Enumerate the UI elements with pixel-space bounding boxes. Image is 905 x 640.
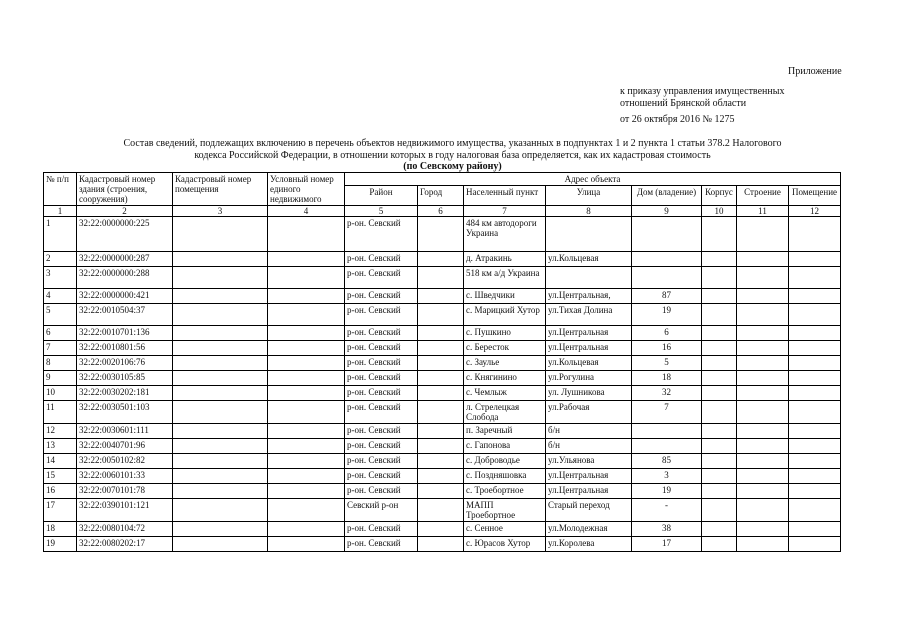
cadastral-number: 32:22:0030202:181: [77, 386, 173, 401]
locality-cell: с. Чемлыж: [464, 386, 546, 401]
cadastral-number: 32:22:0030601:111: [77, 424, 173, 439]
district-cell: р-он. Севский: [345, 252, 418, 267]
street-cell: ул.Кольцевая: [546, 356, 632, 371]
city-cell: [418, 289, 464, 304]
conditional-number-cell: [268, 289, 345, 304]
cadastral-number: 32:22:0050102:82: [77, 454, 173, 469]
cadastral-number: 32:22:0080202:17: [77, 537, 173, 552]
district-cell: р-он. Севский: [345, 386, 418, 401]
conditional-number-cell: [268, 469, 345, 484]
premises-cell: [789, 522, 841, 537]
cadastral-room-cell: [173, 341, 268, 356]
conditional-number-cell: [268, 522, 345, 537]
cadastral-room-cell: [173, 454, 268, 469]
city-cell: [418, 304, 464, 326]
cadastral-number: 32:22:0060101:33: [77, 469, 173, 484]
block-cell: [702, 371, 737, 386]
house-cell: 19: [632, 484, 702, 499]
cadastral-room-cell: [173, 356, 268, 371]
block-cell: [702, 341, 737, 356]
street-cell: ул.Королева: [546, 537, 632, 552]
table-row: [44, 537, 841, 552]
column-number: 12: [789, 206, 841, 217]
district-cell: р-он. Севский: [345, 326, 418, 341]
table-row: [44, 401, 841, 424]
table-row: [44, 469, 841, 484]
row-number: 7: [44, 341, 77, 356]
locality-cell: с. Заулье: [464, 356, 546, 371]
locality-cell: с. Сенное: [464, 522, 546, 537]
conditional-number-cell: [268, 499, 345, 522]
city-cell: [418, 386, 464, 401]
block-cell: [702, 469, 737, 484]
cadastral-number: 32:22:0010504:37: [77, 304, 173, 326]
structure-cell: [737, 454, 789, 469]
conditional-number-cell: [268, 267, 345, 289]
row-number: 10: [44, 386, 77, 401]
order-line-1: к приказу управления имущественных: [620, 86, 785, 97]
city-cell: [418, 267, 464, 289]
locality-cell: с. Гапонова: [464, 439, 546, 454]
house-cell: [632, 439, 702, 454]
table-row: [44, 424, 841, 439]
street-cell: [546, 267, 632, 289]
cadastral-room-cell: [173, 371, 268, 386]
structure-cell: [737, 401, 789, 424]
district-cell: р-он. Севский: [345, 304, 418, 326]
district-cell: р-он. Севский: [345, 424, 418, 439]
row-number: 18: [44, 522, 77, 537]
table-row: [44, 217, 841, 252]
row-number: 2: [44, 252, 77, 267]
conditional-number-cell: [268, 217, 345, 252]
cadastral-room-cell: [173, 304, 268, 326]
street-cell: ул.Ульянова: [546, 454, 632, 469]
cadastral-room-cell: [173, 499, 268, 522]
row-number: 9: [44, 371, 77, 386]
cadastral-room-cell: [173, 484, 268, 499]
column-number: 4: [268, 206, 345, 217]
street-cell: ул.Тихая Долина: [546, 304, 632, 326]
row-number: 1: [44, 217, 77, 252]
conditional-number-cell: [268, 424, 345, 439]
house-cell: 7: [632, 401, 702, 424]
house-cell: -: [632, 499, 702, 522]
conditional-number-cell: [268, 371, 345, 386]
locality-cell: с. Юрасов Хутор: [464, 537, 546, 552]
block-cell: [702, 252, 737, 267]
row-number: 6: [44, 326, 77, 341]
structure-cell: [737, 356, 789, 371]
structure-cell: [737, 267, 789, 289]
street-cell: ул. Лушникова: [546, 386, 632, 401]
district-cell: р-он. Севский: [345, 537, 418, 552]
column-number: 5: [345, 206, 418, 217]
cadastral-number: 32:22:0000000:225: [77, 217, 173, 252]
column-number: 2: [77, 206, 173, 217]
cadastral-number: 32:22:0070101:78: [77, 484, 173, 499]
cadastral-room-cell: [173, 424, 268, 439]
premises-cell: [789, 484, 841, 499]
street-cell: б/н: [546, 424, 632, 439]
cadastral-room-cell: [173, 386, 268, 401]
header-block: Корпус: [702, 186, 737, 206]
document-subtitle: (по Севскому району): [403, 161, 502, 172]
city-cell: [418, 341, 464, 356]
cadastral-room-cell: [173, 289, 268, 304]
header-structure: Строение: [737, 186, 789, 206]
house-cell: 16: [632, 341, 702, 356]
column-number: 8: [546, 206, 632, 217]
premises-cell: [789, 267, 841, 289]
conditional-number-cell: [268, 304, 345, 326]
cadastral-number: 32:22:0000000:287: [77, 252, 173, 267]
locality-cell: п. Заречный: [464, 424, 546, 439]
premises-cell: [789, 401, 841, 424]
city-cell: [418, 356, 464, 371]
cadastral-number: 32:22:0010801:56: [77, 341, 173, 356]
structure-cell: [737, 469, 789, 484]
table-row: [44, 267, 841, 289]
city-cell: [418, 537, 464, 552]
premises-cell: [789, 304, 841, 326]
district-cell: р-он. Севский: [345, 439, 418, 454]
cadastral-room-cell: [173, 217, 268, 252]
city-cell: [418, 252, 464, 267]
header-house: Дом (владение): [632, 186, 702, 206]
district-cell: р-он. Севский: [345, 401, 418, 424]
column-number: 10: [702, 206, 737, 217]
block-cell: [702, 537, 737, 552]
premises-cell: [789, 386, 841, 401]
block-cell: [702, 522, 737, 537]
column-number: 9: [632, 206, 702, 217]
premises-cell: [789, 371, 841, 386]
house-cell: 17: [632, 537, 702, 552]
city-cell: [418, 499, 464, 522]
table-row: [44, 386, 841, 401]
header-conditional-number: Условный номер единого недвижимого: [268, 173, 345, 206]
cadastral-room-cell: [173, 252, 268, 267]
table-row: [44, 356, 841, 371]
street-cell: ул.Центральная,: [546, 289, 632, 304]
cadastral-number: 32:22:0010701:136: [77, 326, 173, 341]
structure-cell: [737, 522, 789, 537]
premises-cell: [789, 252, 841, 267]
house-cell: 6: [632, 326, 702, 341]
table-row: [44, 522, 841, 537]
structure-cell: [737, 217, 789, 252]
city-cell: [418, 454, 464, 469]
city-cell: [418, 326, 464, 341]
block-cell: [702, 499, 737, 522]
house-cell: 19: [632, 304, 702, 326]
block-cell: [702, 439, 737, 454]
structure-cell: [737, 424, 789, 439]
block-cell: [702, 289, 737, 304]
document-title-line-2: кодекса Российской Федерации, в отношении которых в году налоговая база определяется, как их кадастровая стоимость: [194, 150, 711, 161]
table-row: [44, 499, 841, 522]
cadastral-room-cell: [173, 469, 268, 484]
city-cell: [418, 371, 464, 386]
table-row: [44, 252, 841, 267]
city-cell: [418, 217, 464, 252]
table-row: [44, 454, 841, 469]
locality-cell: д. Атракинь: [464, 252, 546, 267]
conditional-number-cell: [268, 326, 345, 341]
cadastral-room-cell: [173, 326, 268, 341]
column-number: 1: [44, 206, 77, 217]
premises-cell: [789, 537, 841, 552]
house-cell: 38: [632, 522, 702, 537]
locality-cell: с. Марицкий Хутор: [464, 304, 546, 326]
locality-cell: с. Шведчики: [464, 289, 546, 304]
street-cell: ул.Кольцевая: [546, 252, 632, 267]
header-premises: Помещение: [789, 186, 841, 206]
table-row: [44, 439, 841, 454]
row-number: 19: [44, 537, 77, 552]
conditional-number-cell: [268, 454, 345, 469]
block-cell: [702, 356, 737, 371]
district-cell: р-он. Севский: [345, 484, 418, 499]
structure-cell: [737, 439, 789, 454]
street-cell: Старый переход: [546, 499, 632, 522]
house-cell: [632, 267, 702, 289]
order-date: от 26 октября 2016 № 1275: [620, 114, 735, 125]
district-cell: р-он. Севский: [345, 469, 418, 484]
block-cell: [702, 326, 737, 341]
column-number: 6: [418, 206, 464, 217]
house-cell: 87: [632, 289, 702, 304]
cadastral-room-cell: [173, 267, 268, 289]
column-number: 11: [737, 206, 789, 217]
house-cell: [632, 252, 702, 267]
block-cell: [702, 217, 737, 252]
premises-cell: [789, 326, 841, 341]
conditional-number-cell: [268, 484, 345, 499]
street-cell: б/н: [546, 439, 632, 454]
header-num: № п/п: [44, 173, 77, 206]
block-cell: [702, 484, 737, 499]
block-cell: [702, 454, 737, 469]
row-number: 15: [44, 469, 77, 484]
locality-cell: 518 км а/д Украина: [464, 267, 546, 289]
column-numbers-row: [44, 206, 841, 217]
premises-cell: [789, 356, 841, 371]
street-cell: [546, 217, 632, 252]
structure-cell: [737, 499, 789, 522]
district-cell: Севский р-он: [345, 499, 418, 522]
premises-cell: [789, 217, 841, 252]
structure-cell: [737, 484, 789, 499]
locality-cell: с. Поздняшовка: [464, 469, 546, 484]
cadastral-room-cell: [173, 401, 268, 424]
structure-cell: [737, 289, 789, 304]
row-number: 11: [44, 401, 77, 424]
premises-cell: [789, 454, 841, 469]
house-cell: 5: [632, 356, 702, 371]
district-cell: р-он. Севский: [345, 217, 418, 252]
row-number: 14: [44, 454, 77, 469]
header-city: Город: [418, 186, 464, 206]
structure-cell: [737, 326, 789, 341]
house-cell: 18: [632, 371, 702, 386]
cadastral-number: 32:22:0040701:96: [77, 439, 173, 454]
column-number: 3: [173, 206, 268, 217]
row-number: 4: [44, 289, 77, 304]
header-district: Район: [345, 186, 418, 206]
block-cell: [702, 267, 737, 289]
locality-cell: с. Княгинино: [464, 371, 546, 386]
structure-cell: [737, 386, 789, 401]
premises-cell: [789, 289, 841, 304]
column-number: 7: [464, 206, 546, 217]
row-number: 5: [44, 304, 77, 326]
house-cell: 3: [632, 469, 702, 484]
row-number: 13: [44, 439, 77, 454]
cadastral-number: 32:22:0030105:85: [77, 371, 173, 386]
locality-cell: с. Бересток: [464, 341, 546, 356]
locality-cell: с. Доброводье: [464, 454, 546, 469]
structure-cell: [737, 304, 789, 326]
street-cell: ул.Центральная: [546, 469, 632, 484]
district-cell: р-он. Севский: [345, 289, 418, 304]
structure-cell: [737, 341, 789, 356]
row-number: 8: [44, 356, 77, 371]
city-cell: [418, 424, 464, 439]
appendix-label: Приложение: [788, 66, 842, 77]
header-cadastral-room: Кадастровый номер помещения: [173, 173, 268, 206]
house-cell: 32: [632, 386, 702, 401]
cadastral-room-cell: [173, 522, 268, 537]
document-title-line-1: Состав сведений, подлежащих включению в перечень объектов недвижимого имущества, указанных в подпунктах 1 и 2 пункта 1 статьи 378.2 Налогового: [123, 138, 782, 149]
house-cell: [632, 217, 702, 252]
conditional-number-cell: [268, 341, 345, 356]
structure-cell: [737, 537, 789, 552]
district-cell: р-он. Севский: [345, 371, 418, 386]
locality-cell: л. Стрелецкая Слобода: [464, 401, 546, 424]
cadastral-number: 32:22:0390101:121: [77, 499, 173, 522]
premises-cell: [789, 424, 841, 439]
table-row: [44, 371, 841, 386]
conditional-number-cell: [268, 537, 345, 552]
structure-cell: [737, 252, 789, 267]
header-cadastral-building: Кадастровый номер здания (строения, сооружения): [77, 173, 173, 206]
conditional-number-cell: [268, 356, 345, 371]
district-cell: р-он. Севский: [345, 356, 418, 371]
district-cell: р-он. Севский: [345, 454, 418, 469]
city-cell: [418, 401, 464, 424]
street-cell: ул.Рогулина: [546, 371, 632, 386]
premises-cell: [789, 469, 841, 484]
header-address: Адрес объекта: [345, 173, 841, 186]
district-cell: р-он. Севский: [345, 522, 418, 537]
cadastral-number: 32:22:0020106:76: [77, 356, 173, 371]
premises-cell: [789, 341, 841, 356]
locality-cell: 484 км автодороги Украина: [464, 217, 546, 252]
cadastral-room-cell: [173, 439, 268, 454]
block-cell: [702, 424, 737, 439]
street-cell: ул.Центральная: [546, 341, 632, 356]
premises-cell: [789, 499, 841, 522]
street-cell: ул.Центральная: [546, 326, 632, 341]
property-table: [43, 172, 841, 552]
row-number: 3: [44, 267, 77, 289]
block-cell: [702, 401, 737, 424]
cadastral-number: 32:22:0080104:72: [77, 522, 173, 537]
city-cell: [418, 469, 464, 484]
house-cell: [632, 424, 702, 439]
row-number: 17: [44, 499, 77, 522]
table-row: [44, 289, 841, 304]
header-street: Улица: [546, 186, 632, 206]
city-cell: [418, 484, 464, 499]
cadastral-room-cell: [173, 537, 268, 552]
street-cell: ул.Молодежная: [546, 522, 632, 537]
premises-cell: [789, 439, 841, 454]
header-locality: Населенный пункт: [464, 186, 546, 206]
street-cell: ул.Центральная: [546, 484, 632, 499]
conditional-number-cell: [268, 252, 345, 267]
block-cell: [702, 304, 737, 326]
locality-cell: с. Пушкино: [464, 326, 546, 341]
structure-cell: [737, 371, 789, 386]
city-cell: [418, 439, 464, 454]
table-row: [44, 484, 841, 499]
cadastral-number: 32:22:0000000:421: [77, 289, 173, 304]
street-cell: ул.Рабочая: [546, 401, 632, 424]
district-cell: р-он. Севский: [345, 341, 418, 356]
conditional-number-cell: [268, 386, 345, 401]
cadastral-number: 32:22:0030501:103: [77, 401, 173, 424]
locality-cell: с. Троебортное: [464, 484, 546, 499]
house-cell: 85: [632, 454, 702, 469]
district-cell: р-он. Севский: [345, 267, 418, 289]
city-cell: [418, 522, 464, 537]
table-row: [44, 341, 841, 356]
conditional-number-cell: [268, 401, 345, 424]
order-line-2: отношений Брянской области: [620, 98, 747, 109]
block-cell: [702, 386, 737, 401]
cadastral-number: 32:22:0000000:288: [77, 267, 173, 289]
row-number: 16: [44, 484, 77, 499]
locality-cell: МАПП Троебортное: [464, 499, 546, 522]
table-row: [44, 326, 841, 341]
conditional-number-cell: [268, 439, 345, 454]
row-number: 12: [44, 424, 77, 439]
table-row: [44, 304, 841, 326]
